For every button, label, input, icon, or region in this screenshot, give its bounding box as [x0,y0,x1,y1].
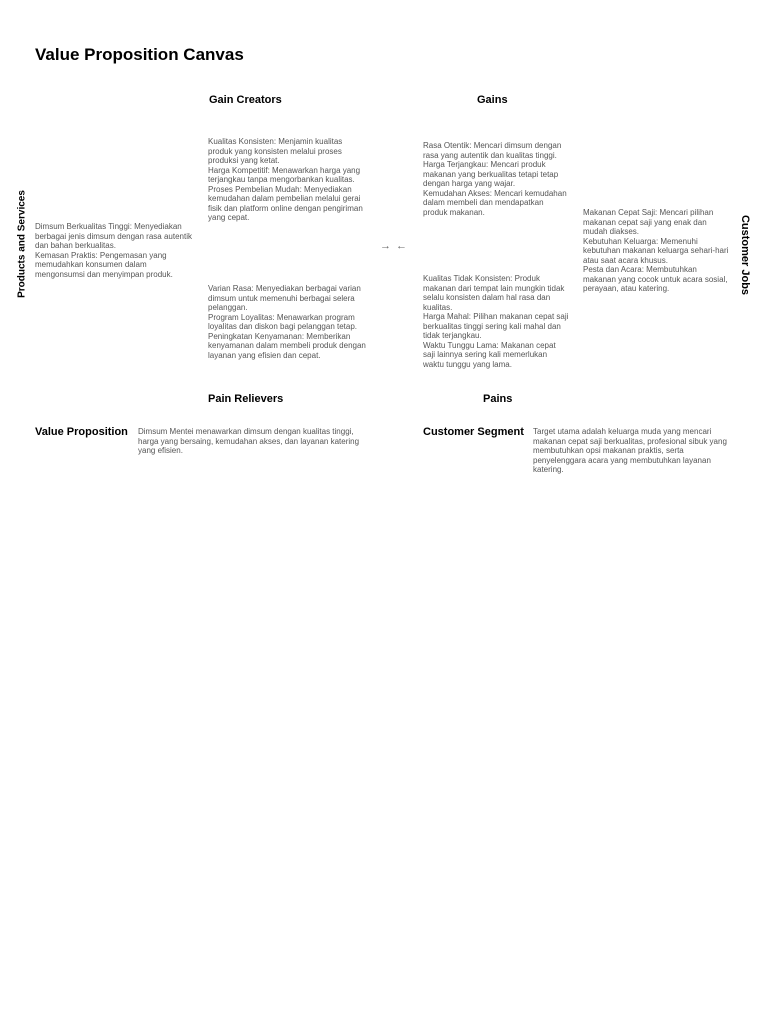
value-proposition-text-line: Dimsum Mentei menawarkan dimsum dengan kualitas tinggi, [138,427,354,436]
pains-text-line: kualitas. [423,302,453,312]
pains-text-line: berkualitas tinggi sering kali mahal dan [423,321,561,331]
page-title: Value Proposition Canvas [35,45,244,64]
customer-jobs-text-line: mudah diakses. [583,227,640,236]
customer-jobs-text-line: Makanan Cepat Saji: Mencari pilihan [583,208,714,217]
gains-text-line: rasa yang autentik dan kualitas tinggi. [423,150,557,160]
products-and-services-text [35,222,205,279]
products-and-services-text-line: mengonsumsi dan menyimpan produk. [35,269,173,279]
customer-segment-text-line: membutuhkan opsi makanan praktis, serta [533,446,684,455]
gain-creators-heading: Gain Creators [209,94,282,106]
pain-relievers-text-line: Varian Rasa: Menyediakan berbagai varian [208,284,361,293]
customer-jobs-text [583,208,743,294]
value-proposition-label: Value Proposition [35,426,128,438]
fit-arrows: → ← [380,240,409,252]
products-and-services-text-line: memudahkan konsumen dalam [35,260,147,269]
gain-creators-text-line: kemudahan dalam pembelian melalui gerai [208,194,361,203]
customer-jobs-text-line: Pesta dan Acara: Membutuhkan [583,265,697,274]
customer-segment-text-line: katering. [533,465,564,474]
pain-relievers-text-line: kenyamanan dalam membeli produk dengan [208,341,366,350]
gains-text-line: produk makanan. [423,207,485,217]
products-and-services-text-line: Kemasan Praktis: Pengemasan yang [35,250,167,260]
customer-jobs-text-line: atau saat acara khusus. [583,255,668,265]
pain-relievers-text-line: dimsum untuk memenuhi berbagai selera [208,293,355,303]
pains-text [423,274,583,369]
pains-text-line: waktu tunggu yang lama. [423,359,512,369]
pain-relievers-text [208,284,378,360]
customer-segment-text [533,427,743,475]
gain-creators-text [208,137,378,223]
pain-relievers-text-line: loyalitas dan diskon bagi pelanggan tetap. [208,322,357,331]
value-proposition-text-line: yang efisien. [138,446,183,455]
products-and-services-heading: Products and Services [16,190,28,298]
gain-creators-text-line: Kualitas Konsisten: Menjamin kualitas [208,137,343,146]
value-proposition-text-line: harga yang bersaing, kemudahan akses, dan layanan katering [138,436,360,446]
pain-relievers-text-line: Peningkatan Kenyamanan: Memberikan [208,331,351,341]
pain-relievers-text-line: pelanggan. [208,303,248,312]
gain-creators-text-line: yang cepat. [208,213,250,222]
gain-creators-text-line: Harga Kompetitif: Menawarkan harga yang [208,165,361,175]
customer-segment-text-line: penyelenggara acara yang membutuhkan layanan [533,455,711,465]
products-and-services-text-line: dan bahan berkualitas. [35,241,116,250]
gain-creators-text-line: fisik dan platform online dengan pengiriman [208,203,363,213]
customer-segment-label: Customer Segment [423,426,524,438]
gains-text-line: Rasa Otentik: Mencari dimsum dengan [423,141,562,150]
products-and-services-text-line: berbagai jenis dimsum dengan rasa autentik [35,231,192,241]
gain-creators-text-line: terjangkau tanpa mengorbankan kualitas. [208,175,355,184]
pain-relievers-text-line: layanan yang efisien dan cepat. [208,350,321,360]
pain-relievers-heading: Pain Relievers [208,393,284,405]
pains-heading: Pains [483,393,513,405]
pains-text-line: Waktu Tunggu Lama: Makanan cepat [423,340,556,350]
value-proposition-text [138,427,378,456]
gain-creators-text-line: produk yang konsisten melalui proses [208,146,342,156]
pains-text-line: Harga Mahal: Pilihan makanan cepat saji [423,312,569,321]
customer-jobs-text-line: kebutuhan makanan keluarga sehari-hari [583,246,729,255]
pains-text-line: makanan dari tempat lain mungkin tidak [423,283,565,293]
gains-text-line: dengan harga yang wajar. [423,179,516,188]
products-and-services-text-line: Dimsum Berkualitas Tinggi: Menyediakan [35,222,182,231]
pain-relievers-text-line: Program Loyalitas: Menawarkan program [208,312,355,322]
gains-heading: Gains [477,94,508,106]
customer-segment-text-line: makanan cepat saji berkualitas, profesional sibuk yang [533,436,727,446]
gain-creators-text-line: Proses Pembelian Mudah: Menyediakan [208,184,352,194]
gains-text-line: Harga Terjangkau: Mencari produk [423,160,546,169]
pains-text-line: Kualitas Tidak Konsisten: Produk [423,274,540,283]
customer-segment-text-line: Target utama adalah keluarga muda yang mencari [533,427,712,436]
pains-text-line: selalu konsisten dalam hal rasa dan [423,293,551,302]
customer-jobs-text-line: makanan cepat saji yang enak dan [583,217,707,227]
customer-jobs-text-line: Kebutuhan Keluarga: Memenuhi [583,236,698,246]
customer-jobs-heading: Customer Jobs [739,214,751,296]
gains-text-line: Kemudahan Akses: Mencari kemudahan [423,188,567,198]
gain-creators-text-line: produksi yang ketat. [208,156,280,165]
gains-text-line: makanan yang berkualitas tetapi tetap [423,169,559,179]
customer-jobs-text-line: makanan yang cocok untuk acara sosial, [583,274,728,284]
pains-text-line: saji lainnya sering kali memerlukan [423,350,548,359]
gains-text-line: dalam membeli dan mendapatkan [423,198,544,207]
pains-text-line: tidak terjangkau. [423,331,482,340]
customer-jobs-text-line: perayaan, atau katering. [583,284,670,293]
gains-text [423,141,583,217]
